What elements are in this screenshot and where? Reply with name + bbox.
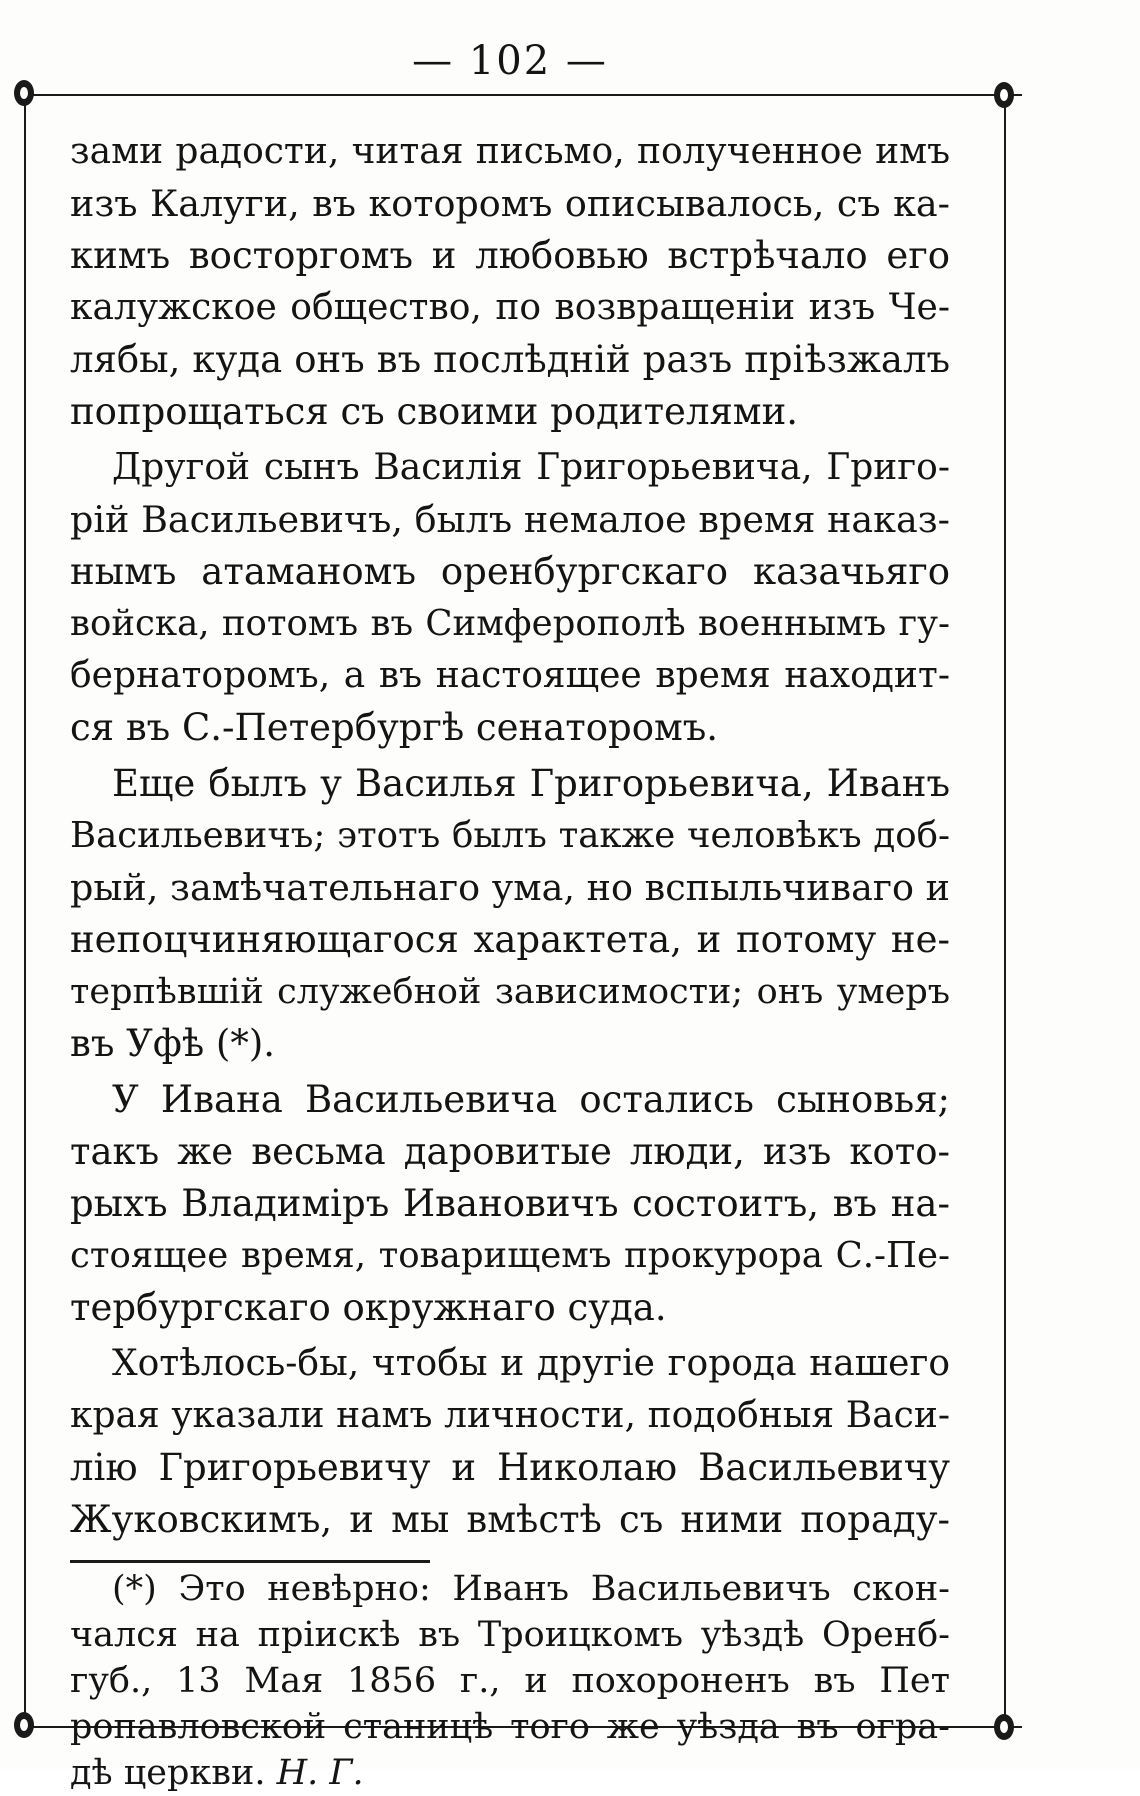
text-line: изъ Калуги, въ которомъ описывалось, съ ка- xyxy=(70,182,950,225)
text-line: непоцчиняющагося характета, и потому не- xyxy=(70,918,950,961)
footnote-line: дѣ церкви. xyxy=(70,1753,266,1793)
frame-right-rule xyxy=(1004,94,1006,1726)
text-line: зами радости, читая письмо, полученное имъ xyxy=(70,131,950,172)
paragraph xyxy=(70,126,950,438)
text-line: попрощаться съ своими родителями. xyxy=(70,390,798,433)
text-line: такъ же весьма даровитые люди, изъ кото- xyxy=(70,1130,950,1173)
frame-top-rule xyxy=(22,94,1022,96)
text-line: У Ивана Васильевича остались сыновья; xyxy=(112,1078,950,1121)
corner-ornament-icon xyxy=(14,1712,34,1738)
text-line: тербургскаго окружнаго суда. xyxy=(70,1286,667,1329)
text-line: войска, потомъ въ Симферополѣ военнымъ гу- xyxy=(70,603,950,644)
text-line: терпѣвшій служебной зависимости; онъ умеръ xyxy=(70,972,950,1012)
text-line: Другой сынъ Василія Григорьевича, Григо- xyxy=(112,447,950,488)
text-line: рій Васильевичъ, былъ немалое время наказ- xyxy=(70,498,950,541)
text-line: лябы, куда онъ въ послѣдній разъ пріѣзжалъ xyxy=(70,338,950,381)
text-line: Еще былъ у Василья Григорьевича, Иванъ xyxy=(112,762,950,805)
footnote-line: чался на пріискѣ въ Троицкомъ уѣздѣ Оренб- xyxy=(70,1615,950,1655)
text-line: рыхъ Владиміръ Ивановичъ состоитъ, въ на- xyxy=(70,1182,950,1225)
footnote-separator xyxy=(70,1560,430,1563)
footnote-line: губ., 13 Мая 1856 г., и похороненъ въ Пет xyxy=(70,1661,950,1701)
main-text xyxy=(70,126,950,1550)
paragraph xyxy=(70,758,950,1070)
text-line: бернаторомъ, а въ настоящее время находит- xyxy=(70,655,950,696)
text-line: въ Уфѣ (*). xyxy=(70,1022,276,1065)
frame-left-rule xyxy=(24,94,26,1726)
corner-ornament-icon xyxy=(994,1714,1014,1740)
text-line: рый, замѣчательнаго ума, но вспыльчиваго и xyxy=(70,866,950,909)
corner-ornament-icon xyxy=(14,80,34,106)
footnote xyxy=(70,1566,950,1796)
footnote-line: ропавловской станицѣ того же уѣзда въ огра- xyxy=(70,1707,950,1747)
text-line: лію Григорьевичу и Николаю Васильевичу xyxy=(70,1446,950,1489)
text-line: Жуковскимъ, и мы вмѣстѣ съ ними пораду- xyxy=(70,1498,950,1541)
footnote-line: (*) Это невѣрно: Иванъ Васильевичъ скон- xyxy=(112,1569,950,1609)
text-line: нымъ атаманомъ оренбургскаго казачьяго xyxy=(70,550,950,593)
text-line: калужское общество, по возвращеніи изъ Че- xyxy=(70,287,950,328)
text-line: Хотѣлось-бы, чтобы и другіе города нашего xyxy=(112,1343,950,1384)
corner-ornament-icon xyxy=(994,82,1014,108)
text-line: ся въ С.-Петербургѣ сенаторомъ. xyxy=(70,706,719,749)
text-line: кимъ восторгомъ и любовью встрѣчало его xyxy=(70,234,950,277)
footnote-last-line xyxy=(70,1750,950,1796)
text-line: стоящее время, товарищемъ прокурора С.-Пе- xyxy=(70,1235,950,1276)
paragraph xyxy=(70,442,950,754)
text-line: Васильевичъ; этотъ былъ также человѣкъ доб- xyxy=(70,815,950,856)
footnote-signature: Н. Г. xyxy=(276,1753,364,1793)
paragraph xyxy=(70,1338,950,1546)
paragraph xyxy=(70,1074,950,1334)
page-number: — 102 — xyxy=(412,38,608,84)
text-line: края указали намъ личности, подобныя Васи- xyxy=(70,1395,950,1436)
